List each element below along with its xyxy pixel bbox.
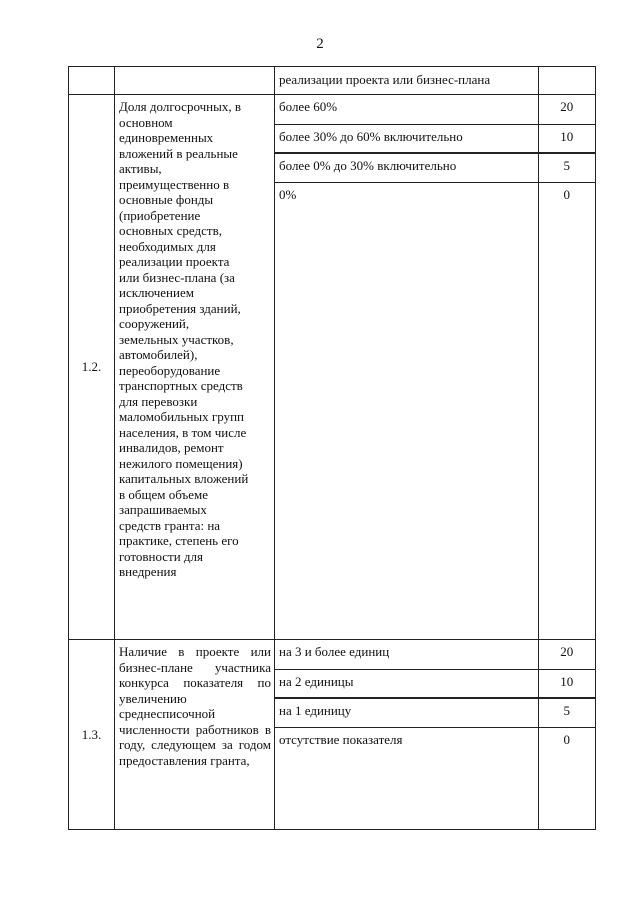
criterion-line: переоборудование — [119, 362, 221, 378]
criterion-line: (приобретение — [119, 207, 201, 223]
criterion-line: Доля долгосрочных, в — [119, 99, 241, 114]
option-score: 10 — [538, 124, 595, 153]
option-score: 5 — [538, 153, 595, 182]
criterion-line: исключением — [119, 285, 194, 300]
criterion-line: преимущественно в — [119, 176, 230, 192]
criterion-line: приобретения зданий, — [119, 300, 241, 316]
option-score: 5 — [538, 698, 595, 727]
criterion-cell — [115, 640, 275, 830]
option-row — [275, 95, 595, 124]
options-cell — [275, 95, 596, 640]
criterion-line: единовременных — [119, 130, 214, 145]
page-number: 2 — [316, 36, 324, 52]
option-row — [275, 153, 595, 182]
criterion-line: или бизнес-плана (за — [119, 269, 235, 285]
option-label: отсутствие показателя — [275, 727, 538, 829]
table-row-1-3 — [69, 640, 596, 830]
criterion-cell — [115, 95, 275, 640]
criterion-line: маломобильных групп — [119, 409, 244, 424]
option-label: на 1 единицу — [275, 698, 538, 727]
criterion-line: инвалидов, ремонт — [119, 440, 224, 455]
option-row — [275, 640, 595, 669]
criterion-line: практике, степень его — [119, 533, 239, 548]
option-score: 0 — [563, 731, 570, 747]
criteria-table — [68, 66, 596, 830]
option-score: 0 — [563, 186, 570, 202]
criterion-line: готовности для — [119, 548, 204, 564]
option-label: более 30% до 60% включительно — [275, 124, 538, 153]
option-row — [275, 698, 595, 727]
criterion-line: необходимых для — [119, 238, 216, 254]
option-label: 0% — [275, 182, 538, 639]
options-table — [275, 95, 595, 639]
option-score: 20 — [538, 95, 595, 124]
criterion-line: сооружений, — [119, 316, 190, 331]
criterion-line: внедрения — [119, 564, 177, 579]
option-score — [538, 67, 595, 94]
criterion-cell — [115, 67, 275, 95]
criterion-line: основные фонды — [119, 192, 214, 207]
criterion-line: в общем объеме — [119, 486, 209, 502]
criterion-line: средств гранта: на — [119, 517, 221, 533]
options-cell — [275, 640, 596, 830]
criterion-line: активы, — [119, 161, 162, 176]
options-cell — [275, 67, 596, 95]
row-number-cell — [69, 67, 115, 95]
options-table — [275, 640, 595, 829]
criterion-line: основных средств, — [119, 223, 222, 238]
options-table — [275, 67, 595, 94]
option-label: на 2 единицы — [275, 669, 538, 698]
option-row — [275, 182, 595, 639]
option-label: более 0% до 30% включительно — [275, 153, 538, 182]
table-row-continuation — [69, 67, 596, 95]
criterion-line: капитальных вложений — [119, 471, 249, 486]
criterion-line: транспортных средств — [119, 378, 243, 393]
criterion-line: запрашиваемых — [119, 502, 207, 517]
criterion-text: Наличие в проекте или бизнес-плане участника конкурса показателя по увеличению среднесписочной численности работников в году, следующем за годом предоставления гранта, — [119, 644, 271, 768]
option-row — [275, 727, 595, 829]
option-label: более 60% — [275, 95, 538, 124]
table-row-1-2 — [69, 95, 596, 640]
option-label: на 3 и более единиц — [275, 640, 538, 669]
option-row — [275, 124, 595, 153]
row-number-cell: 1.3. — [69, 640, 115, 830]
criterion-line: вложений в реальные — [119, 145, 238, 161]
criterion-line: нежилого помещения) — [119, 455, 243, 471]
criterion-line: населения, в том числе — [119, 424, 247, 440]
criterion-text — [119, 99, 271, 580]
row-number-cell: 1.2. — [69, 95, 115, 640]
option-row — [275, 669, 595, 698]
criterion-line: для перевозки — [119, 393, 198, 409]
criterion-line: реализации проекта — [119, 254, 230, 269]
option-score: 10 — [538, 669, 595, 698]
criterion-line: автомобилей), — [119, 347, 198, 362]
option-label: реализации проекта или бизнес-плана — [275, 67, 538, 94]
criterion-line: основном — [119, 114, 173, 130]
criterion-line: земельных участков, — [119, 331, 234, 347]
option-score: 20 — [538, 640, 595, 669]
